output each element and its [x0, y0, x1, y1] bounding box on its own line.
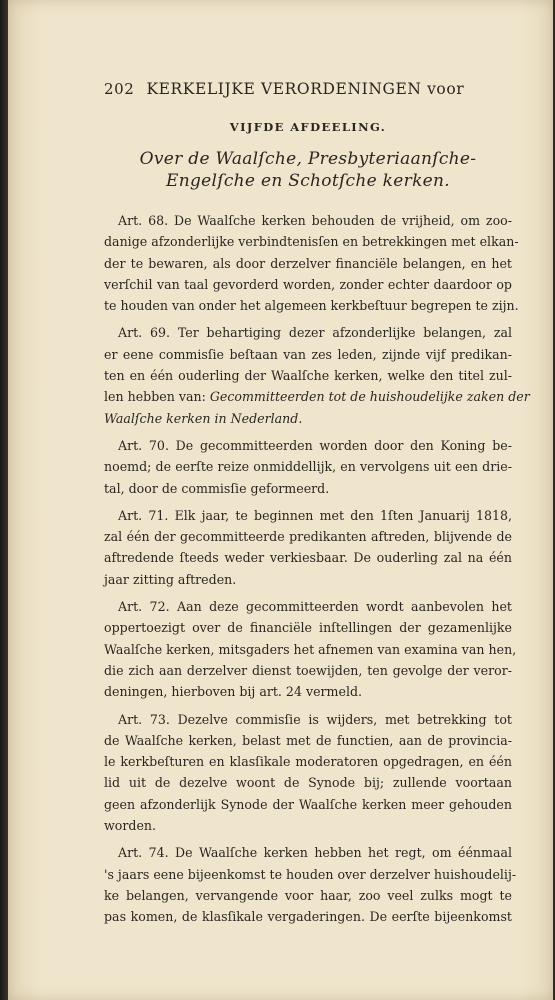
article-72: [104, 596, 517, 702]
text-line: ke belangen, vervangende voor haar, zoo veel zulks mogt te: [104, 887, 512, 903]
running-head-title: KERKELIJKE VERORDENINGEN voor: [146, 80, 465, 98]
text-line: danige afzonderlijke verbindtenisſen en betrekkingen met elkan-: [104, 234, 519, 250]
section-subtitle: [104, 148, 512, 192]
text-line: verſchil van taal gevorderd worden, zonder echter daardoor op: [104, 276, 512, 292]
text-line: [104, 386, 530, 407]
text-line: geen afzonderlijk Synode der Waalſche kerken meer gehouden: [104, 796, 512, 812]
text-line: de Waalſche kerken, belast met de functien, aan de provincia-: [104, 732, 512, 748]
text-line: Waalſche kerken, mitsgaders het afnemen van examina van hen,: [104, 641, 517, 657]
text-line: zal één der gecommitteerde predikanten aftreden, blijvende de: [104, 529, 512, 545]
text-line: lid uit de dezelve woont de Synode bij; zullende voortaan: [104, 775, 512, 791]
article-70: [104, 435, 512, 499]
text-line: er eene commisſie beſtaan van zes leden, zijnde vijf predikan-: [104, 346, 512, 362]
text-line: Waalſche kerken in Nederland.: [104, 410, 303, 426]
running-head: [104, 80, 512, 98]
text-line: Art. 73. Dezelve commisſie is wijders, met betrekking tot: [118, 711, 512, 727]
text-line: deningen, hierboven bij art. 24 vermeld.: [104, 684, 363, 700]
text-line: die zich aan derzelver dienst toewijden, ten gevolge der veror-: [104, 662, 512, 678]
text-line: worden.: [104, 818, 157, 834]
article-73: [104, 709, 512, 837]
text-line: pas komen, de klasſikale vergaderingen. De eerſte bijeenkomst: [104, 909, 512, 925]
text-line: Art. 69. Ter behartiging dezer afzonderlijke belangen, zal: [118, 325, 512, 341]
book-spine: [0, 0, 8, 1000]
text-run: len hebben van:: [104, 389, 210, 405]
article-74: [104, 842, 517, 927]
text-line: Art. 68. De Waalſche kerken behouden de vrijheid, om zoo-: [118, 213, 512, 228]
text-line: der te bewaren, als door derzelver financiële belangen, en het: [104, 255, 512, 271]
text-line: aftredende ſteeds weder verkiesbaar. De ouderling zal na één: [104, 550, 512, 566]
text-line: 's jaars eene bijeenkomst te houden over derzelver huishoudelij-: [104, 866, 517, 882]
italic-phrase: Gecommitteerden tot de huishoudelijke zaken der: [209, 389, 530, 405]
text-line: oppertoezigt over de financiële inſtellingen der gezamenlijke: [104, 620, 512, 636]
text-line: te houden van onder het algemeen kerkbeſtuur begrepen te zijn.: [104, 298, 519, 314]
subtitle-line-2: Engelſche en Schotſche kerken.: [166, 171, 450, 191]
articles-body: [104, 210, 530, 928]
text-line: tal, door de commisſie geformeerd.: [104, 480, 330, 496]
text-line: Art. 71. Elk jaar, te beginnen met den 1ſten Januarij 1818,: [118, 507, 512, 523]
page-content: [104, 80, 530, 934]
text-line: Art. 70. De gecommitteerden worden door den Koning be-: [118, 437, 512, 453]
text-line: jaar zitting aftreden.: [104, 571, 237, 587]
section-title: VIJFDE AFDEELING.: [229, 120, 387, 134]
text-line: le kerkbeſturen en klasſikale moderatoren opgedragen, en één: [104, 754, 512, 770]
text-line: noemd; de eerſte reize onmiddellijk, en vervolgens uit een drie-: [104, 459, 512, 475]
text-line: ten en één ouderling der Waalſche kerken, welke den titel zul-: [104, 368, 512, 384]
subtitle-line-1: Over de Waalſche, Presbyteriaanſche-: [139, 149, 477, 169]
article-71: [104, 505, 512, 590]
article-68: [104, 210, 519, 316]
page-number: 202: [104, 80, 135, 98]
text-line: Art. 74. De Waalſche kerken hebben het regt, om éénmaal: [118, 845, 512, 861]
article-69: [104, 322, 530, 428]
text-line: Art. 72. Aan deze gecommitteerden wordt aanbevolen het: [118, 599, 512, 615]
